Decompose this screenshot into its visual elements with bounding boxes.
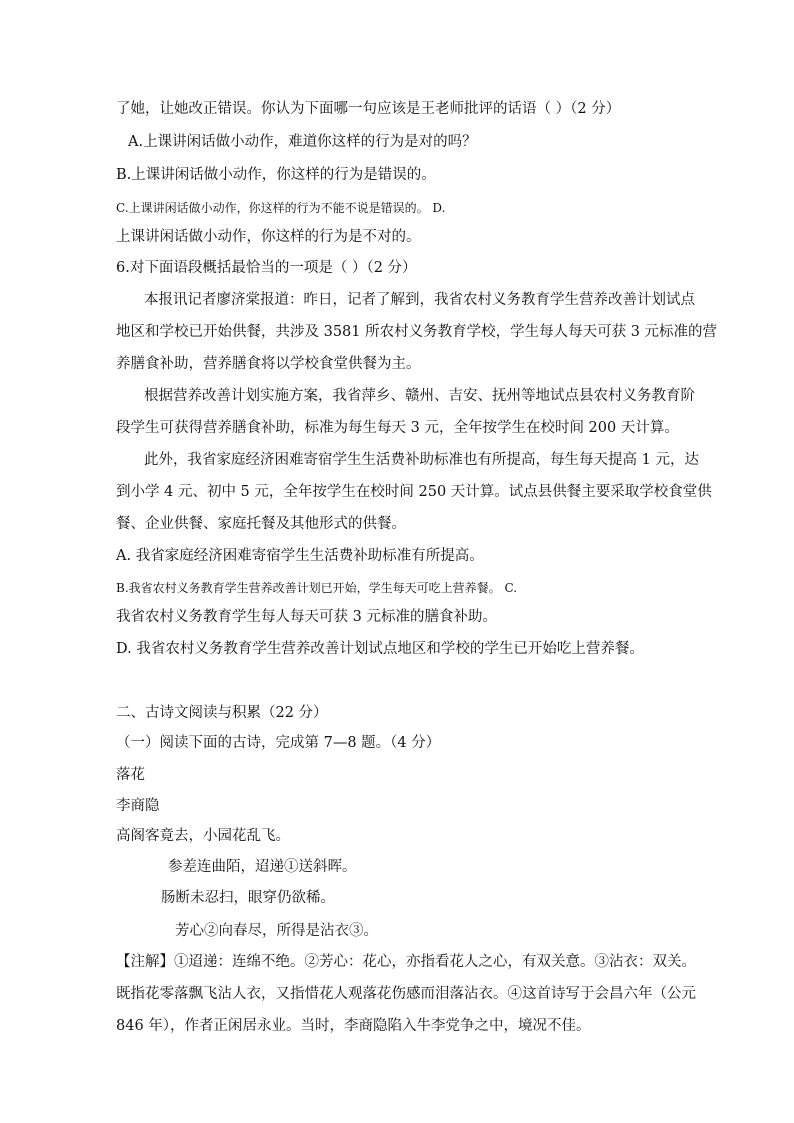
q6-passage-line: 根据营养改善计划实施方案，我省萍乡、赣州、吉安、抚州等地试点县农村义务教育阶 <box>144 388 695 404</box>
notes-line: 846 年），作者正闲居永业。当时，李商隐陷入牛李党争之中，境况不佳。 <box>116 1018 591 1034</box>
q6-passage-line: 餐、企业供餐、家庭托餐及其他形式的供餐。 <box>116 516 406 532</box>
q6-option-a: A. 我省家庭经济困难寄宿学生生活费补助标准有所提高。 <box>116 548 484 564</box>
poem-line: 芳心②向春尽，所得是沾衣③。 <box>175 923 378 939</box>
q6-passage-line: 此外，我省家庭经济困难寄宿学生生活费补助标准也有所提高，每生每天提高 1 元，达 <box>144 452 699 468</box>
q6-passage-line: 到小学 4 元、初中 5 元，全年按学生在校时间 250 天计算。试点县供餐主要采取学校食堂供 <box>116 484 712 500</box>
q6-stem: 6.对下面语段概括最恰当的一项是（ ）（2 分） <box>116 260 417 276</box>
q5-option-a: A.上课讲闲话做小动作，难道你这样的行为是对的吗？ <box>128 134 477 150</box>
q5-option-b: B.上课讲闲话做小动作，你这样的行为是错误的。 <box>116 167 436 183</box>
poem-line: 参差连曲陌，迢递①送斜晖。 <box>168 859 357 875</box>
section-subheading: （一）阅读下面的古诗，完成第 7—8 题。（4 分） <box>116 735 441 751</box>
poem-line: 肠断未忍扫，眼穿仍欲稀。 <box>161 890 335 906</box>
poem-line: 高阁客竟去，小园花乱飞。 <box>116 828 290 844</box>
q6-option-d: D. 我省农村义务教育学生营养改善计划试点地区和学校的学生已开始吃上营养餐。 <box>116 641 644 657</box>
poem-title: 落花 <box>116 767 145 783</box>
q6-option-b: B.我省农村义务教育学生营养改善计划已开始，学生每天可吃上营养餐。 C. <box>116 581 518 595</box>
q6-passage-line: 地区和学校已开始供餐，共涉及 3581 所农村义务教育学校，学生每人每天可获 3 元标准的营 <box>116 324 718 340</box>
q6-passage-line: 养膳食补助，营养膳食将以学校食堂供餐为主。 <box>116 356 421 372</box>
poem-author: 李商隐 <box>116 798 160 814</box>
q6-option-c: 我省农村义务教育学生每人每天可获 3 元标准的膳食补助。 <box>116 609 497 625</box>
section-heading: 二、古诗文阅读与积累（22 分） <box>116 705 328 721</box>
q5-option-c: C.上课讲闲话做小动作，你这样的行为不能不说是错误的。 D. <box>116 201 446 215</box>
q6-passage-line: 本报讯记者廖济棠报道：昨日，记者了解到，我省农村义务教育学生营养改善计划试点 <box>144 292 695 308</box>
notes-line: 【注解】①迢递：连绵不绝。②芳心：花心，亦指看花人之心，有双关意。③沾衣：双关。 <box>116 954 696 970</box>
q5-stem: 了她，让她改正错误。你认为下面哪一句应该是王老师批评的话语（ ）（2 分） <box>116 101 621 117</box>
q6-passage-line: 段学生可获得营养膳食补助，标准为每生每天 3 元，全年按学生在校时间 200 天计算。 <box>116 420 679 436</box>
q5-option-d: 上课讲闲话做小动作，你这样的行为是不对的。 <box>116 229 421 245</box>
notes-line: 既指花零落飘飞沾人衣，又指惜花人观落花伤感而泪落沾衣。④这首诗写于会昌六年（公元 <box>116 986 696 1002</box>
